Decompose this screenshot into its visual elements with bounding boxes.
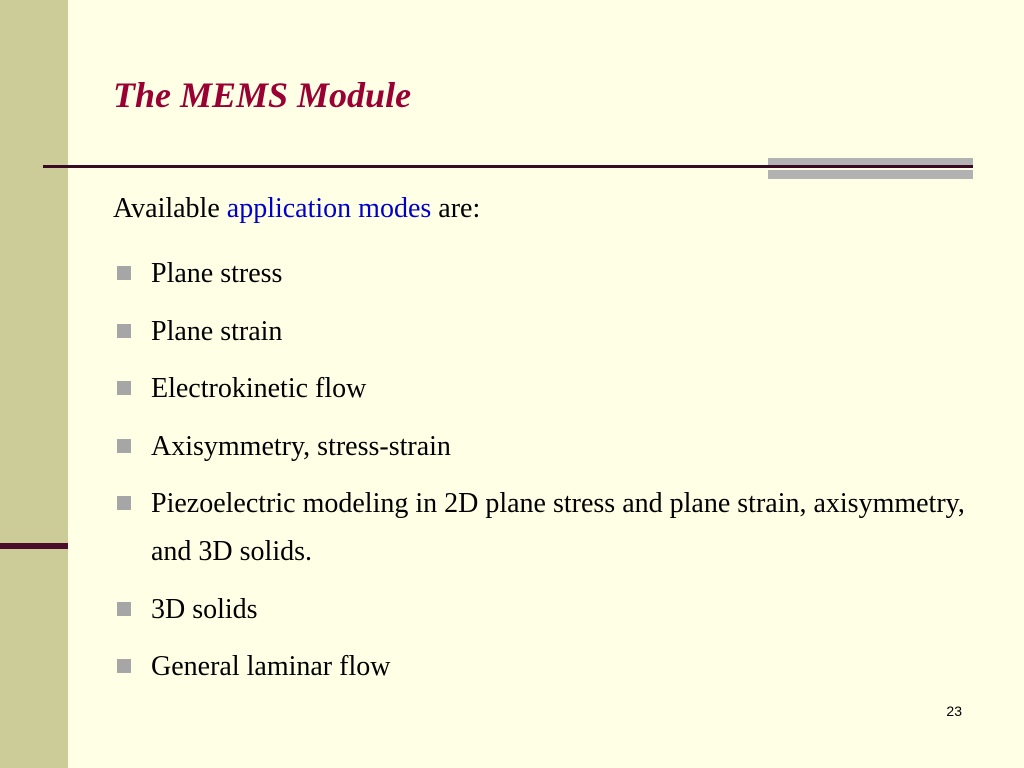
divider-accent-bottom (768, 170, 973, 179)
list-item (113, 480, 973, 576)
page-number: 23 (946, 703, 962, 719)
square-bullet-icon (117, 496, 131, 510)
bullet-text: Electrokinetic flow (151, 373, 367, 404)
left-decorative-band (0, 0, 68, 768)
bullet-text: Piezoelectric modeling in 2D plane stress and plane strain, axisymmetry, and 3D solids. (151, 488, 965, 567)
square-bullet-icon (117, 659, 131, 673)
list-item (113, 250, 973, 298)
list-item (113, 308, 973, 356)
square-bullet-icon (117, 439, 131, 453)
bullet-text: Plane strain (151, 315, 283, 347)
bullet-text: Axisymmetry, stress-strain (151, 430, 451, 462)
slide-title: The MEMS Module (113, 75, 412, 115)
title-divider-line (43, 165, 973, 168)
intro-highlight: application modes (226, 193, 432, 224)
square-bullet-icon (117, 324, 131, 338)
bullet-list (113, 250, 973, 701)
bullet-text: General laminar flow (151, 651, 391, 682)
intro-suffix: are: (431, 193, 481, 224)
divider-accent-top (768, 158, 973, 165)
list-item (113, 423, 973, 471)
list-item (113, 586, 973, 634)
left-accent-bar (0, 543, 68, 549)
square-bullet-icon (117, 266, 131, 280)
intro-line (113, 193, 480, 225)
bullet-text: 3D solids (151, 593, 258, 625)
intro-prefix: Available (113, 193, 227, 224)
bullet-text: Plane stress (151, 258, 283, 289)
square-bullet-icon (117, 381, 131, 395)
list-item (113, 365, 973, 413)
square-bullet-icon (117, 602, 131, 616)
list-item (113, 643, 973, 691)
